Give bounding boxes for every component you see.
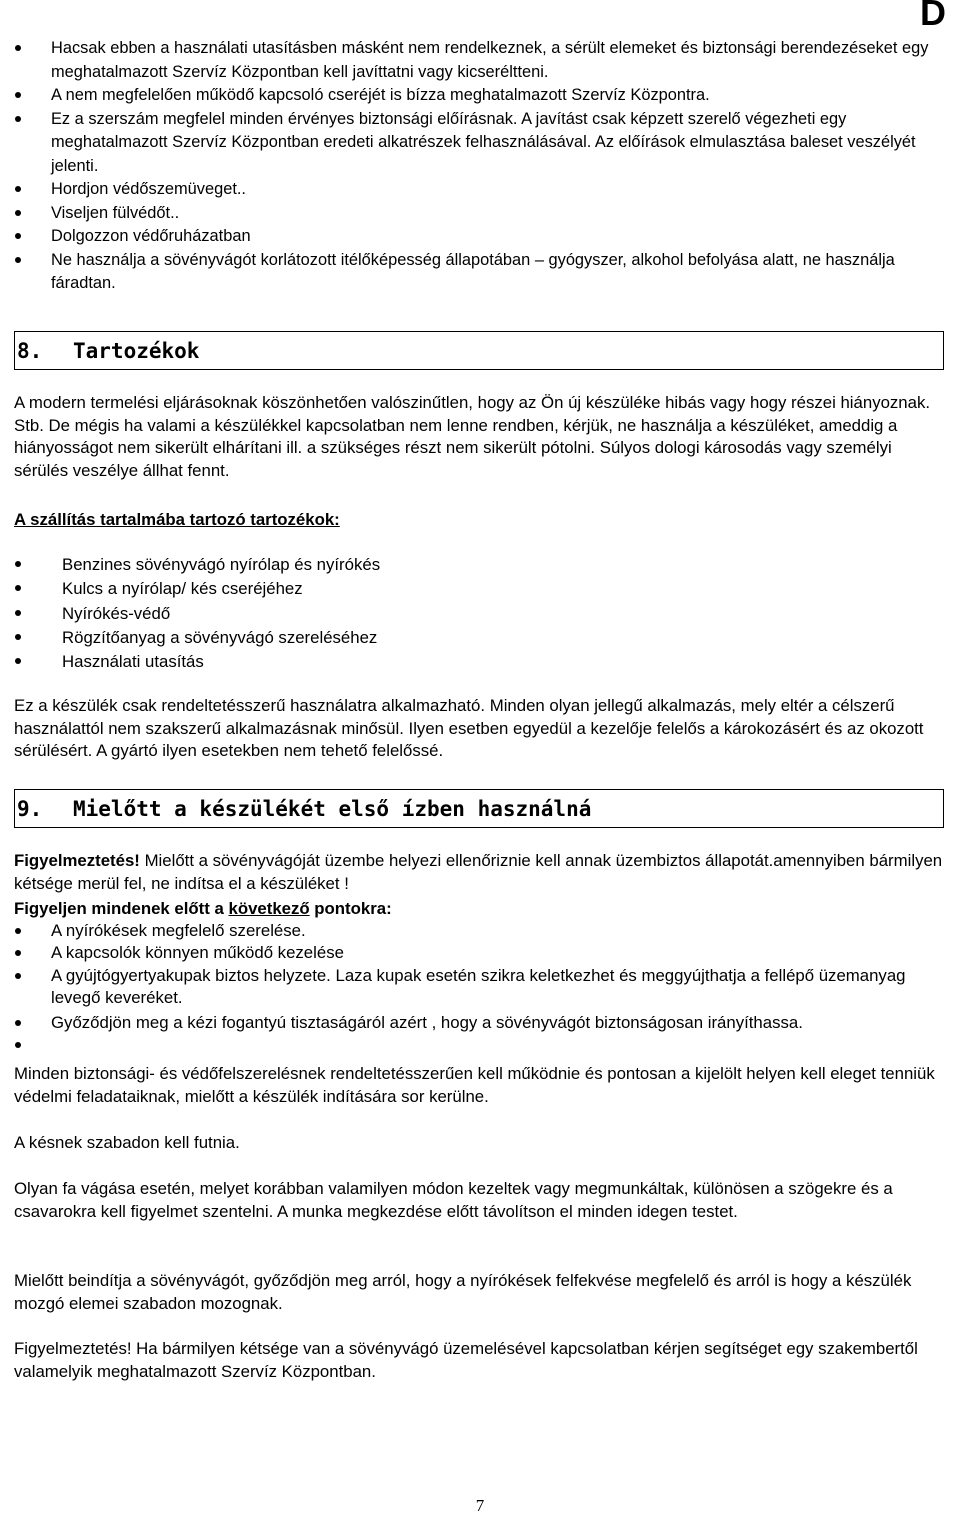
- page-corner-mark: D: [920, 0, 946, 33]
- paragraph: Minden biztonsági- és védőfelszerelésnek rendeltetésszerűen kell működnie és pontosan a kijelölt helyen kell eleget tenniük védelmi feladataiknak, mielőtt a készülék indítására sor kerülne.: [14, 1064, 935, 1106]
- section-number: 9.: [17, 796, 43, 821]
- page-number: 7: [475, 1496, 485, 1515]
- paragraph: Figyelmeztetés! Ha bármilyen kétsége van a sövényvágó üzemelésével kapcsolatban kérjen segítséget egy szakembertől valamelyik meghatalmazott Szervíz Központban.: [14, 1339, 918, 1381]
- section-title: Tartozékok: [73, 338, 200, 363]
- list-item: Győződjön meg a kézi fogantyú tisztaságáról azért , hogy a sövényvágót biztonságosan irányíthassa.: [14, 1012, 944, 1034]
- accessories-heading: A szállítás tartalmába tartozó tartozékok:: [14, 510, 340, 529]
- section-8-heading: [14, 331, 944, 370]
- warning-label: Figyelmeztetés!: [14, 851, 140, 870]
- list-item: Hordjon védőszemüveget..: [14, 178, 944, 202]
- list-item: Nyírókés-védő: [14, 602, 944, 626]
- paragraph: Mielőtt beindítja a sövényvágót, győződjön meg arról, hogy a nyírókések felfekvése megfelelő és arról is hogy a készülék mozgó elemei szabadon mozognak.: [14, 1271, 912, 1313]
- warning-paragraph: [14, 850, 944, 895]
- list-item: A nyírókések megfelelő szerelése.: [14, 920, 944, 942]
- usage-note: Ez a készülék csak rendeltetésszerű használatra alkalmazható. Minden olyan jellegű alkalmazás, mely eltér a célszerű használattól nem szakszerű alkalmazásnak minősül. Ilyen esetben egyedül a kezelője felelős a károkozásért és az okozott sérülésért. A gyártó ilyen esetekben nem tehető felelőssé.: [14, 696, 924, 760]
- safety-list: [14, 37, 944, 296]
- section-number: 8.: [17, 338, 43, 363]
- list-item: Használati utasítás: [14, 650, 944, 674]
- checklist: [14, 920, 944, 1056]
- warning-text: Mielőtt a sövényvágóját üzembe helyezi ellenőriznie kell annak üzembiztos állapotát.amennyiben bármilyen kétsége merül fel, ne indítsa el a készüléket !: [14, 851, 943, 893]
- list-item: Kulcs a nyírólap/ kés cseréjéhez: [14, 577, 944, 601]
- list-item: Ne használja a sövényvágót korlátozott itélőképesség állapotában – gyógyszer, alkohol befolyása alatt, ne használja fáradtan.: [14, 249, 944, 296]
- section-9-heading: [14, 789, 944, 828]
- accessories-list: [14, 553, 944, 674]
- list-item: Rögzítőanyag a sövényvágó szereléséhez: [14, 626, 944, 650]
- list-item: A kapcsolók könnyen működő kezelése: [14, 942, 944, 964]
- section-title: Mielőtt a készülékét első ízben használná: [73, 796, 592, 821]
- list-item: Benzines sövényvágó nyírólap és nyírókés: [14, 553, 944, 577]
- checklist-heading: Figyeljen mindenek előtt a következő pontokra:: [14, 899, 392, 918]
- list-item: Dolgozzon védőruházatban: [14, 225, 944, 249]
- list-item: A gyújtógyertyakupak biztos helyzete. Laza kupak esetén szikra keletkezhet és meggyújthatja a fellépő üzemanyag levegő keveréket.: [14, 965, 944, 1010]
- paragraph: A késnek szabadon kell futnia.: [14, 1133, 240, 1152]
- list-item: Viseljen fülvédőt..: [14, 202, 944, 226]
- list-item: [14, 1034, 944, 1056]
- paragraph: Olyan fa vágása esetén, melyet korábban valamilyen módon kezeltek vagy megmunkáltak, különösen a szögekre és a csavarokra kell figyelmet szentelni. A munka megkezdése előtt távolítson el minden idegen testet.: [14, 1179, 893, 1221]
- list-item: Ez a szerszám megfelel minden érvényes biztonsági előírásnak. A javítást csak képzett szerelő végezheti egy meghatalmazott Szervíz Központban eredeti alkatrészek felhasználásával. Az előírások elmulasztása baleset veszélyét jelenti.: [14, 108, 944, 179]
- list-item: A nem megfelelően működő kapcsoló cseréjét is bízza meghatalmazott Szervíz Központra.: [14, 84, 944, 108]
- list-item: Hacsak ebben a használati utasításben másként nem rendelkeznek, a sérült elemeket és biztonsági berendezéseket egy meghatalmazott Szervíz Központban kell javíttatni vagy kicseréltteni.: [14, 37, 944, 84]
- section-8-intro: A modern termelési eljárásoknak köszönhetően valószinűtlen, hogy az Ön új készüléke hibás vagy hogy részei hiányoznak. Stb. De mégis ha valami a készülékkel kapcsolatban nem lenne rendben, kérjük, ne használja a készüléket, ameddig a hiányosságot nem sikerült elhárítani ill. a szükséges részt nem sikerült pótolni. Súlyos dologi károsodás vagy személyi sérülés veszélye állhat fennt.: [14, 393, 931, 480]
